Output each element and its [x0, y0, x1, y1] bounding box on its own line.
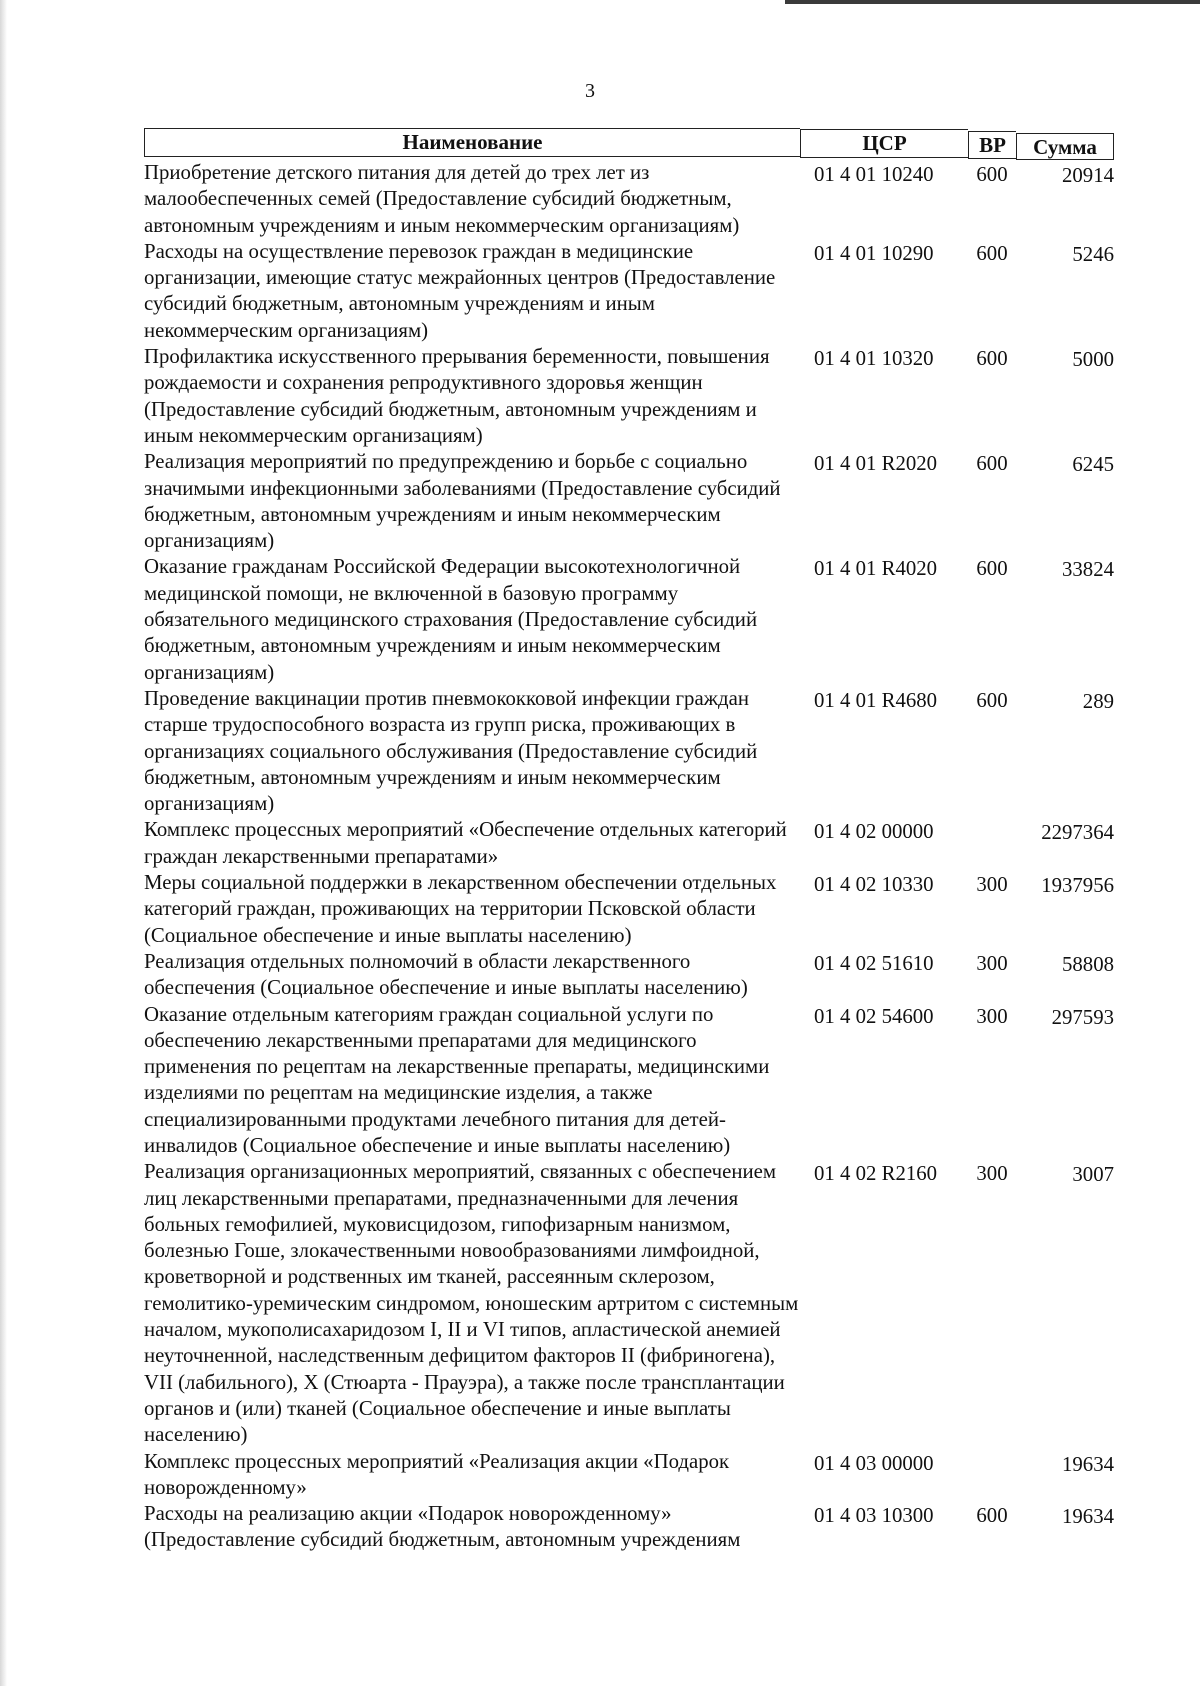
header-vr: ВР — [968, 131, 1016, 159]
row-name: Расходы на реализацию акции «Подарок новорожденному» (Предоставление субсидий бюджетным, автономным учреждениям — [144, 1502, 741, 1552]
row-sum: 58808 — [1062, 952, 1114, 976]
row-sum: 3007 — [1072, 1163, 1114, 1187]
row-name: Профилактика искусственного прерывания беременности, повышения рождаемости и сохранения репродуктивного здоровья женщин (Предоставление субсидий бюджетным, автономным учреждениям и иным некоммерческим организациям) — [144, 345, 770, 447]
row-name: Оказание гражданам Российской Федерации высокотехнологичной медицинской помощи, не включенной в базовую программу обязательного медицинского страхования (Предоставление субсидий бюджетным, автономным учреждениям и иным некоммерческим организациям) — [144, 555, 758, 684]
table-row — [144, 817, 1114, 870]
row-name: Проведение вакцинации против пневмококковой инфекции граждан старше трудоспособного возраста из групп риска, проживающих в организациях социального обслуживания (Предоставление субсидий бюджетным, автономным учреждениям и иным некоммерческим организациям) — [144, 686, 758, 816]
table-row — [144, 1501, 1114, 1554]
row-name: Оказание отдельным категориям граждан социальной услуги по обеспечению лекарственными препаратами для медицинского применения по рецептам на лекарственные препараты, медицинскими изделиями по рецептам на медицинские изделия, а также специализированными продуктами лечебного питания для детей-инвалидов (Социальное обеспечение и иные выплаты населению) — [144, 1002, 770, 1157]
row-csr: 01 4 01 R4020 — [814, 557, 938, 581]
table-row — [144, 1002, 1114, 1160]
row-vr: 600 — [976, 163, 1008, 186]
row-csr: 01 4 03 00000 — [814, 1451, 934, 1475]
row-csr: 01 4 01 10290 — [814, 241, 934, 265]
row-vr: 600 — [976, 688, 1008, 712]
row-sum: 20914 — [1062, 164, 1114, 187]
row-vr — [968, 1449, 1016, 1451]
row-sum: 2297364 — [1041, 821, 1114, 845]
table-row — [144, 344, 1114, 449]
row-csr: 01 4 01 R2020 — [814, 452, 938, 476]
table-row — [144, 1159, 1114, 1448]
row-name: Комплекс процессных мероприятий «Обеспечение отдельных категорий граждан лекарственными препаратами» — [144, 818, 787, 868]
table-row — [144, 870, 1114, 949]
row-sum: 6245 — [1072, 453, 1114, 477]
row-vr — [968, 817, 1016, 819]
scan-edge-mark — [785, 0, 1200, 4]
row-name: Меры социальной поддержки в лекарственном обеспечении отдельных категорий граждан, проживающих на территории Псковской области (Социальное обеспечение и иные выплаты населению) — [144, 871, 777, 947]
row-vr: 300 — [976, 873, 1008, 897]
row-csr: 01 4 01 R4680 — [814, 688, 938, 712]
row-sum: 289 — [1082, 689, 1114, 713]
row-sum: 19634 — [1062, 1505, 1114, 1529]
table-header — [144, 128, 1114, 160]
row-sum: 1937956 — [1041, 874, 1114, 898]
row-vr: 600 — [976, 557, 1008, 581]
row-sum: 297593 — [1051, 1005, 1114, 1029]
row-csr: 01 4 01 10320 — [814, 347, 934, 371]
row-vr: 600 — [976, 1504, 1008, 1528]
header-csr: ЦСР — [800, 129, 968, 158]
row-vr: 600 — [976, 241, 1008, 265]
row-sum: 33824 — [1062, 558, 1114, 582]
table-row — [144, 160, 1114, 239]
row-name: Расходы на осуществление перевозок граждан в медицинские организации, имеющие статус межрайонных центров (Предоставление субсидий бюджетным, автономным учреждениям и иным некоммерческим организациям) — [144, 239, 776, 342]
table-row — [144, 686, 1114, 817]
row-vr: 600 — [976, 452, 1008, 476]
row-sum: 19634 — [1062, 1452, 1114, 1476]
budget-table — [144, 128, 1114, 1554]
table-row — [144, 554, 1114, 685]
row-name: Приобретение детского питания для детей до трех лет из малообеспеченных семей (Предоставление субсидий бюджетным, автономным учреждениям и иным некоммерческим организациям) — [144, 161, 740, 237]
table-row — [144, 239, 1114, 344]
row-csr: 01 4 02 00000 — [814, 820, 934, 844]
row-csr: 01 4 02 54600 — [814, 1004, 934, 1028]
row-sum: 5246 — [1072, 242, 1114, 266]
row-vr: 300 — [976, 1162, 1008, 1186]
row-name: Реализация отдельных полномочий в области лекарственного обеспечения (Социальное обеспечение и иные выплаты населению) — [144, 949, 748, 1000]
table-row — [144, 449, 1114, 554]
row-name: Реализация мероприятий по предупреждению и борьбе с социально значимыми инфекционными заболеваниями (Предоставление субсидий бюджетным, автономным учреждениям и иным некоммерческим организациям) — [144, 450, 781, 553]
scan-edge — [0, 0, 7, 1686]
row-csr: 01 4 01 10240 — [814, 163, 934, 186]
table-row — [144, 1449, 1114, 1502]
header-name: Наименование — [144, 128, 800, 157]
row-csr: 01 4 02 51610 — [814, 951, 934, 975]
row-csr: 01 4 02 10330 — [814, 873, 934, 897]
row-csr: 01 4 02 R2160 — [814, 1162, 938, 1186]
row-sum: 5000 — [1072, 348, 1114, 372]
header-sum: Сумма — [1016, 133, 1114, 160]
row-vr: 300 — [976, 1004, 1008, 1028]
table-row — [144, 949, 1114, 1002]
row-vr: 600 — [976, 347, 1008, 371]
row-vr: 300 — [976, 951, 1008, 975]
row-name: Комплекс процессных мероприятий «Реализация акции «Подарок новорожденному» — [144, 1449, 730, 1499]
row-name: Реализация организационных мероприятий, связанных с обеспечением лиц лекарственными препаратами, предназначенными для лечения больных гемофилией, муковисцидозом, гипофизарным нанизмом, болезнью Гоше, злокачественными новообразованиями лимфоидной, кроветворной и родственных им тканей, рассеянным склерозом, гемолитико-уремическим синдромом, юношеским артритом с системным началом, мукополисахаридозом I, II и VI типов, апластической анемией неуточненной, наследственным дефицитом факторов II (фибриногена), VII (лабильного), X (Стюарта - Прауэра), а также после трансплантации органов и (или) тканей (Социальное обеспечение и иные выплаты населению) — [144, 1160, 799, 1447]
row-csr: 01 4 03 10300 — [814, 1504, 934, 1528]
page-number: 3 — [585, 80, 595, 102]
